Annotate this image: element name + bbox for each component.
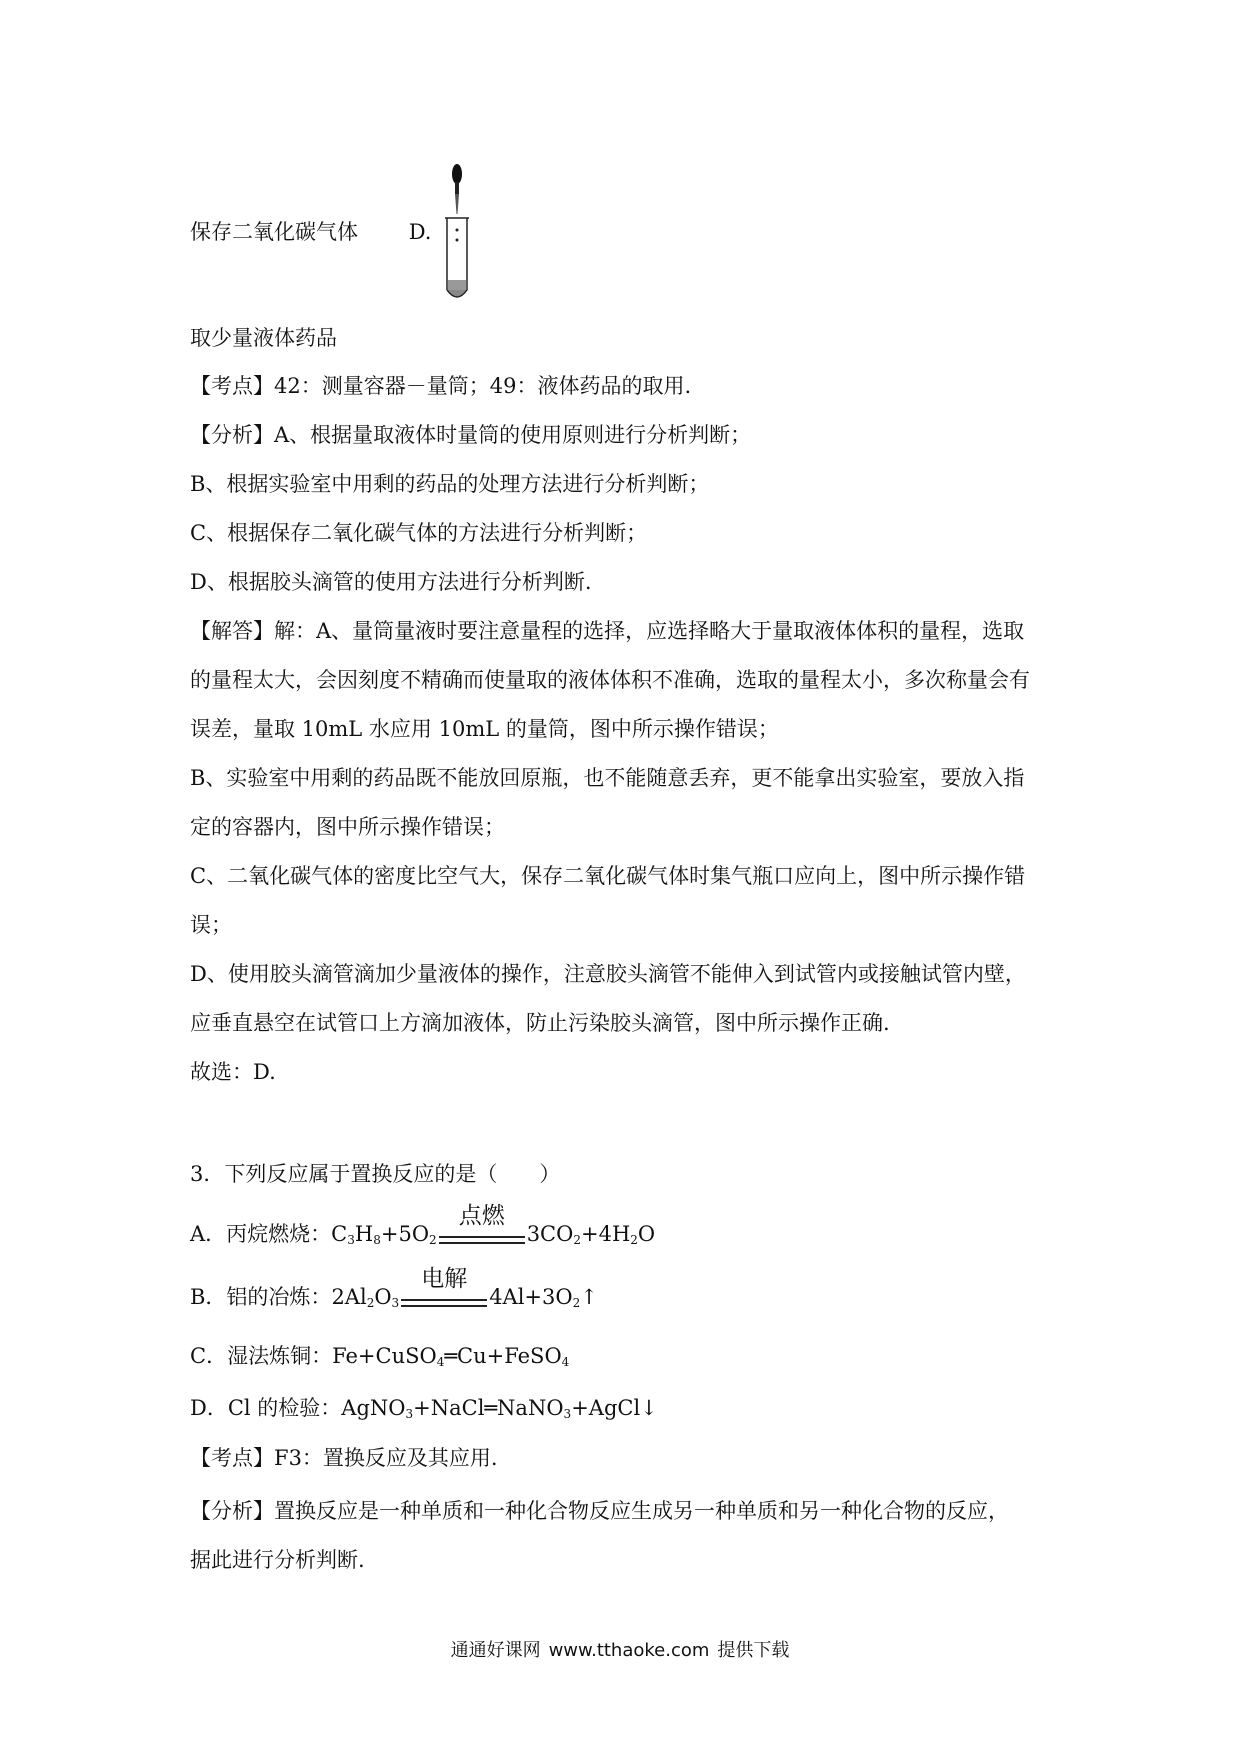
option-c-text: 保存二氧化碳气体 bbox=[190, 220, 358, 244]
fenxi-text-q3: 置换反应是一种单质和一种化合物反应生成另一种单质和另一种化合物的反应， bbox=[274, 1499, 1009, 1523]
jieda-text: 解：A、量筒量液时要注意量程的选择，应选择略大于量取液体体积的量程，选取 bbox=[274, 619, 1025, 643]
dropper-test-tube-illustration bbox=[442, 162, 472, 302]
q3-fenxi bbox=[190, 1497, 1009, 1525]
option-d-label-q3: D．Cl 的检验： bbox=[190, 1396, 342, 1420]
q2-jieda-line-1 bbox=[190, 617, 1024, 645]
q2-jieda-line-7: 误； bbox=[190, 913, 232, 937]
option-c-label: C．湿法炼铜： bbox=[190, 1344, 333, 1368]
q3-option-d bbox=[190, 1394, 658, 1428]
kaodian-tag: 【考点】 bbox=[190, 374, 274, 398]
option-d-label: D. bbox=[408, 220, 432, 244]
option-d-caption: 取少量液体药品 bbox=[190, 326, 337, 350]
kaodian-text-q3: F3：置换反应及其应用. bbox=[274, 1446, 498, 1470]
option-a-label: A．丙烷燃烧： bbox=[190, 1222, 332, 1246]
q2-jieda-line-2: 的量程太大，会因刻度不精确而使量取的液体体积不准确，选取的量程太小，多次称量会有 bbox=[190, 668, 1030, 692]
condition-a: 点燃 bbox=[458, 1203, 505, 1229]
option-c-tail bbox=[190, 218, 431, 246]
q2-jieda-line-6: C、二氧化碳气体的密度比空气大，保存二氧化碳气体时集气瓶口应向上，图中所示操作错 bbox=[190, 864, 1026, 888]
page-footer bbox=[0, 1636, 1240, 1662]
q2-fenxi-d: D、根据胶头滴管的使用方法进行分析判断. bbox=[190, 570, 592, 594]
reaction-arrow-b bbox=[401, 1266, 487, 1317]
q2-kaodian bbox=[190, 372, 691, 400]
option-c-eq: Fe+CuSO$_4$═Cu+FeSO$_4$ bbox=[332, 1344, 570, 1369]
fenxi-tag: 【分析】 bbox=[190, 423, 274, 447]
q3-fenxi-2: 据此进行分析判断. bbox=[190, 1548, 365, 1572]
footer-url[interactable]: www.tthaoke.com bbox=[548, 1640, 710, 1661]
option-a-lhs: $C_3H_8+5O_2$ bbox=[331, 1222, 437, 1247]
q2-fenxi bbox=[190, 421, 751, 449]
q2-answer: 故选：D. bbox=[190, 1060, 276, 1084]
q2-jieda-line-9: 应垂直悬空在试管口上方滴加液体，防止污染胶头滴管，图中所示操作正确. bbox=[190, 1011, 890, 1035]
q2-fenxi-c: C、根据保存二氧化碳气体的方法进行分析判断； bbox=[190, 521, 648, 545]
q2-fenxi-b: B、根据实验室中用剩的药品的处理方法进行分析判断； bbox=[190, 472, 710, 496]
jieda-tag: 【解答】 bbox=[190, 619, 274, 643]
fenxi-tag-q3: 【分析】 bbox=[190, 1499, 274, 1523]
q2-jieda-line-3: 误差，量取 10mL 水应用 10mL 的量筒，图中所示操作错误； bbox=[190, 717, 779, 741]
q3-option-b bbox=[190, 1266, 598, 1317]
q2-jieda-line-8: D、使用胶头滴管滴加少量液体的操作，注意胶头滴管不能伸入到试管内或接触试管内壁， bbox=[190, 962, 1026, 986]
option-b-label: B．铝的冶炼： bbox=[190, 1285, 332, 1309]
reaction-arrow-a bbox=[439, 1203, 525, 1254]
q3-option-a bbox=[190, 1203, 656, 1254]
fenxi-text: A、根据量取液体时量筒的使用原则进行分析判断； bbox=[274, 423, 752, 447]
kaodian-text: 42：测量容器－量筒；49：液体药品的取用. bbox=[274, 374, 692, 398]
footer-site: 通通好课网 bbox=[450, 1640, 541, 1661]
q2-jieda-line-5: 定的容器内，图中所示操作错误； bbox=[190, 815, 505, 839]
condition-b: 电解 bbox=[421, 1266, 468, 1292]
q3-option-c bbox=[190, 1342, 569, 1376]
q2-jieda-line-4: B、实验室中用剩的药品既不能放回原瓶，也不能随意丢弃，更不能拿出实验室，要放入指 bbox=[190, 766, 1025, 790]
option-d-eq: AgNO$_3$+NaCl═NaNO$_3$+AgCl↓ bbox=[341, 1396, 658, 1421]
option-a-rhs: $3CO_2+4H_2O$ bbox=[526, 1222, 656, 1247]
option-b-lhs: $2Al_2O_3$ bbox=[331, 1285, 400, 1310]
q3-kaodian bbox=[190, 1444, 498, 1472]
q3-stem: 3．下列反应属于置换反应的是（ ） bbox=[190, 1162, 561, 1186]
option-b-rhs: $4Al+3O_2↑$ bbox=[489, 1285, 598, 1310]
footer-action: 提供下载 bbox=[717, 1640, 790, 1661]
kaodian-tag-q3: 【考点】 bbox=[190, 1446, 274, 1470]
